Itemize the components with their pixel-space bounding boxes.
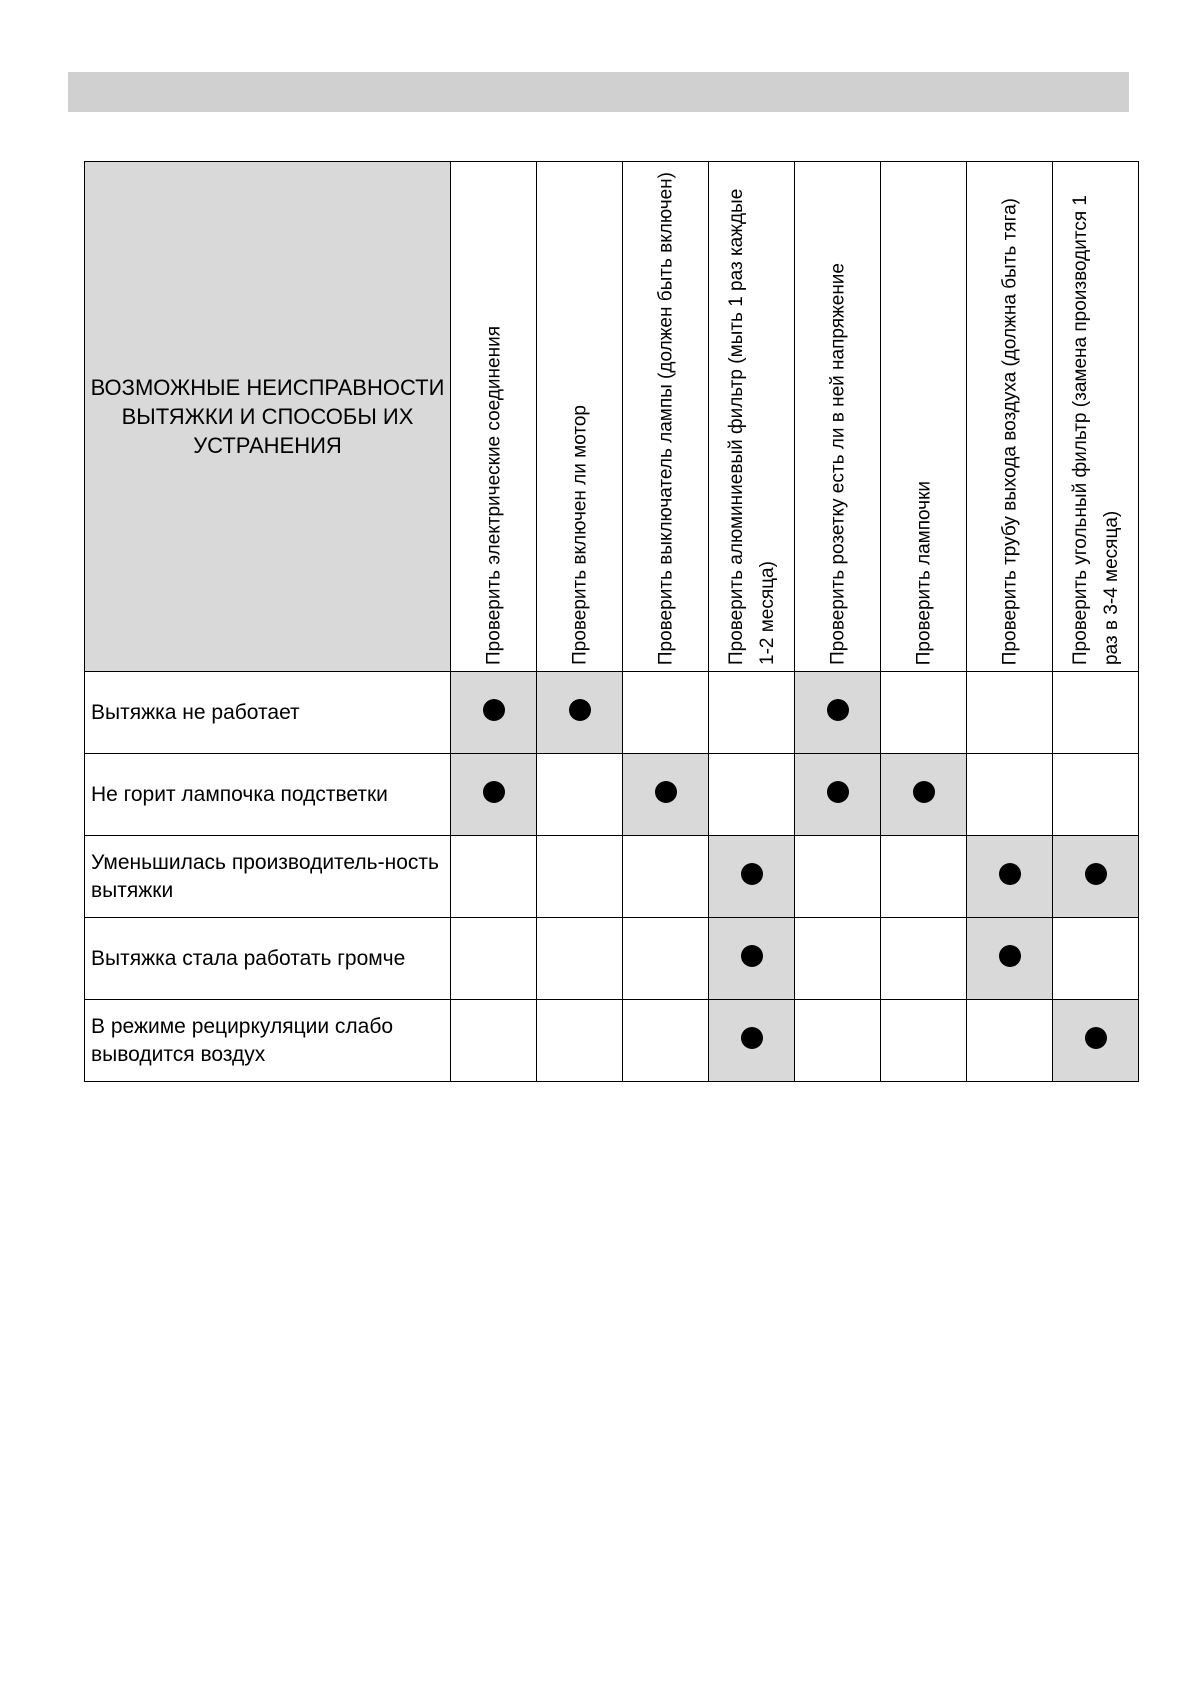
- check-cell-empty: [1053, 918, 1139, 1000]
- column-header: [881, 162, 967, 672]
- check-cell-empty: [795, 836, 881, 918]
- column-label: Проверить включен ли мотор: [569, 405, 590, 665]
- column-header: [537, 162, 623, 672]
- bullet-dot-icon: [827, 781, 849, 803]
- check-cell-empty: [967, 672, 1053, 754]
- column-label: Проверить выключатель лампы (должен быть включен): [655, 171, 676, 665]
- check-cell-empty: [451, 918, 537, 1000]
- column-header: [795, 162, 881, 672]
- check-cell-empty: [709, 754, 795, 836]
- bullet-dot-icon: [741, 945, 763, 967]
- column-header: [709, 162, 795, 672]
- column-header: [451, 162, 537, 672]
- check-cell-marked: [623, 754, 709, 836]
- bullet-dot-icon: [1085, 863, 1107, 885]
- check-cell-empty: [881, 1000, 967, 1082]
- row-label: Вытяжка не работает: [85, 672, 451, 754]
- bullet-dot-icon: [569, 699, 591, 721]
- check-cell-marked: [709, 1000, 795, 1082]
- check-cell-empty: [1053, 754, 1139, 836]
- check-cell-marked: [1053, 836, 1139, 918]
- check-cell-empty: [537, 754, 623, 836]
- bullet-dot-icon: [999, 863, 1021, 885]
- check-cell-empty: [537, 836, 623, 918]
- check-cell-empty: [451, 836, 537, 918]
- check-cell-empty: [881, 836, 967, 918]
- check-cell-empty: [1053, 672, 1139, 754]
- bullet-dot-icon: [827, 699, 849, 721]
- column-label: Проверить розетку есть ли в ней напряжение: [827, 263, 848, 665]
- check-cell-marked: [451, 754, 537, 836]
- bullet-dot-icon: [655, 781, 677, 803]
- check-cell-marked: [795, 754, 881, 836]
- table-row: [85, 754, 1139, 836]
- check-cell-empty: [623, 836, 709, 918]
- check-cell-empty: [451, 1000, 537, 1082]
- bullet-dot-icon: [999, 945, 1021, 967]
- check-cell-marked: [881, 754, 967, 836]
- row-label: Вытяжка стала работать громче: [85, 918, 451, 1000]
- row-label: Не горит лампочка подстветки: [85, 754, 451, 836]
- table-body: [85, 672, 1139, 1082]
- table-row: [85, 1000, 1139, 1082]
- bullet-dot-icon: [1085, 1027, 1107, 1049]
- header-row: [85, 162, 1139, 672]
- row-label: В режиме рециркуляции слабо выводится воздух: [85, 1000, 451, 1082]
- check-cell-empty: [881, 918, 967, 1000]
- column-label: Проверить трубу выхода воздуха (должна быть тяга): [999, 197, 1020, 665]
- check-cell-empty: [881, 672, 967, 754]
- troubleshooting-table: [84, 161, 1139, 1082]
- bullet-dot-icon: [483, 699, 505, 721]
- column-label: Проверить угольный фильтр (замена производится 1 раз в 3-4 месяца): [1069, 195, 1122, 665]
- column-label: Проверить электрические соединения: [483, 326, 504, 665]
- check-cell-empty: [967, 1000, 1053, 1082]
- check-cell-empty: [795, 918, 881, 1000]
- bullet-dot-icon: [741, 1027, 763, 1049]
- column-header: [967, 162, 1053, 672]
- table-row: [85, 672, 1139, 754]
- check-cell-marked: [709, 836, 795, 918]
- check-cell-marked: [537, 672, 623, 754]
- check-cell-empty: [623, 672, 709, 754]
- check-cell-empty: [537, 918, 623, 1000]
- table-row: [85, 836, 1139, 918]
- check-cell-marked: [795, 672, 881, 754]
- corner-title: ВОЗМОЖНЫЕ НЕИСПРАВНОСТИ ВЫТЯЖКИ И СПОСОБЫ ИХ УСТРАНЕНИЯ: [85, 162, 451, 672]
- column-label: Проверить алюминиевый фильтр (мыть 1 раз каждые 1-2 месяца): [725, 188, 778, 665]
- bullet-dot-icon: [483, 781, 505, 803]
- check-cell-empty: [967, 754, 1053, 836]
- check-cell-marked: [967, 918, 1053, 1000]
- bullet-dot-icon: [741, 863, 763, 885]
- column-header: [1053, 162, 1139, 672]
- check-cell-empty: [537, 1000, 623, 1082]
- table-row: [85, 918, 1139, 1000]
- column-header: [623, 162, 709, 672]
- check-cell-marked: [709, 918, 795, 1000]
- check-cell-marked: [967, 836, 1053, 918]
- check-cell-empty: [709, 672, 795, 754]
- row-label: Уменьшилась производитель-ность вытяжки: [85, 836, 451, 918]
- check-cell-empty: [795, 1000, 881, 1082]
- header-band: [68, 72, 1129, 112]
- check-cell-marked: [1053, 1000, 1139, 1082]
- column-label: Проверить лампочки: [913, 480, 934, 665]
- check-cell-empty: [623, 1000, 709, 1082]
- check-cell-marked: [451, 672, 537, 754]
- bullet-dot-icon: [913, 781, 935, 803]
- check-cell-empty: [623, 918, 709, 1000]
